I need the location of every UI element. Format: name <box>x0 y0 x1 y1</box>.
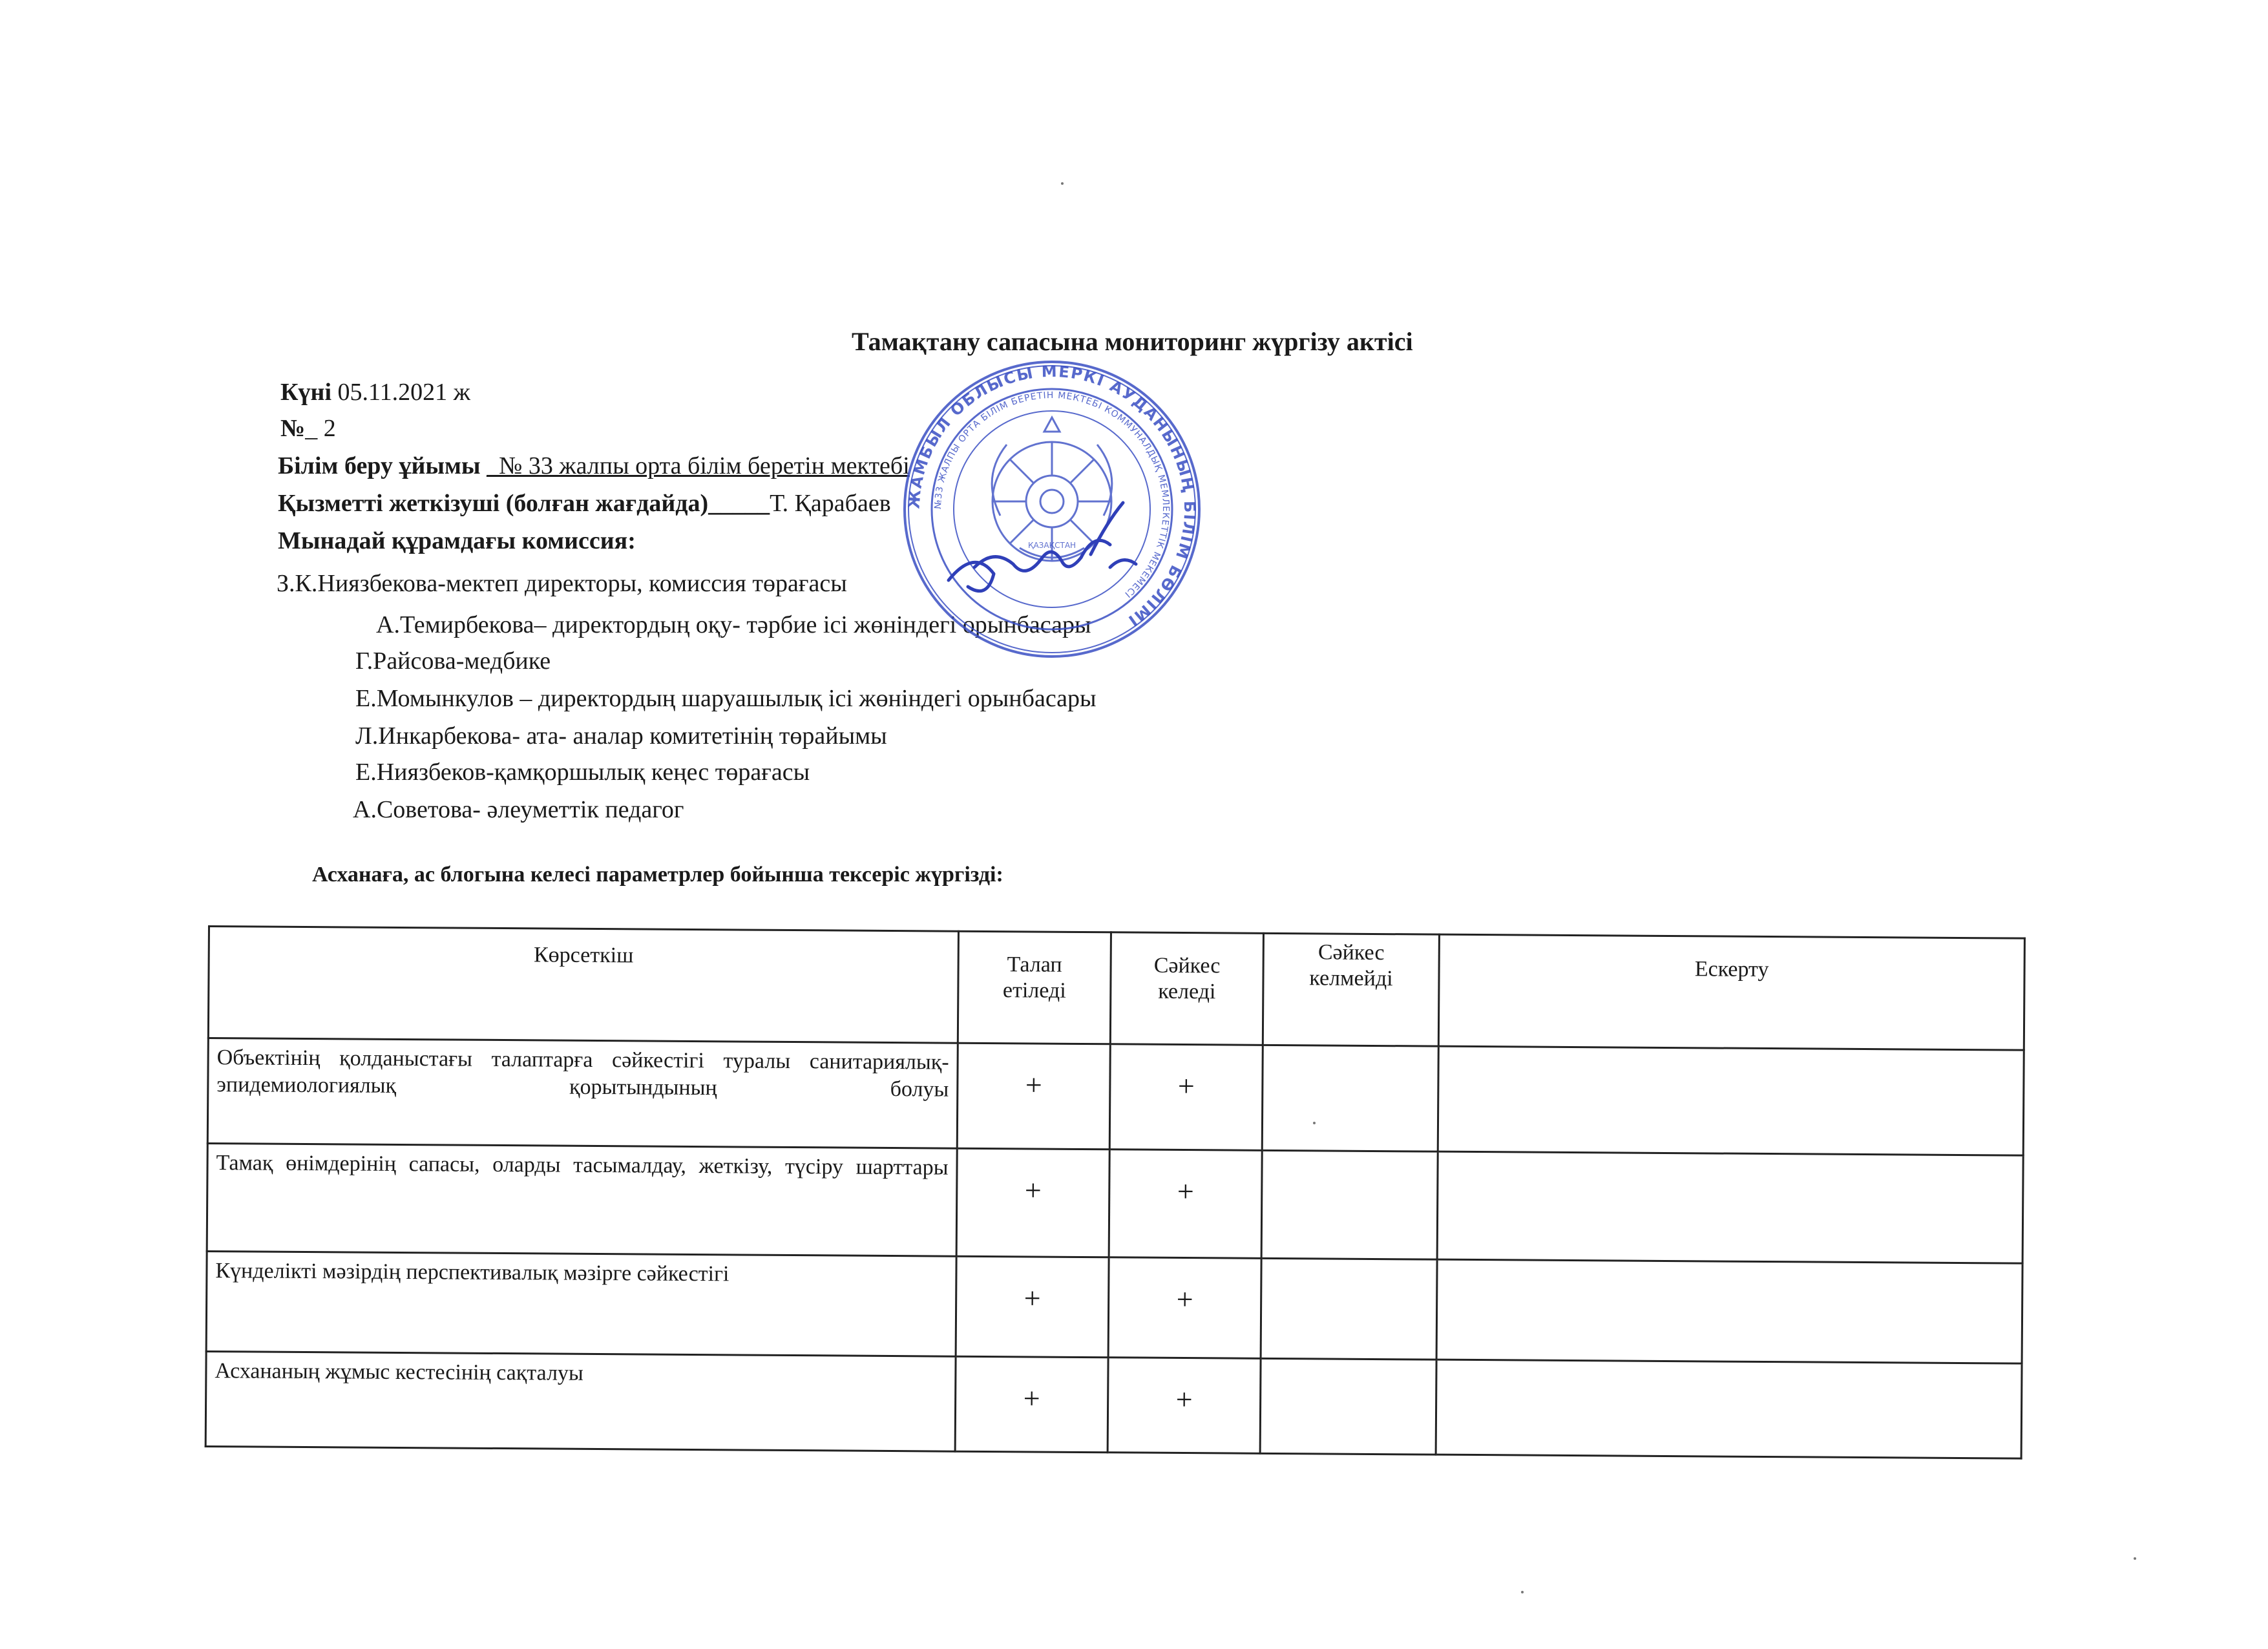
note-cell <box>1436 1259 2022 1363</box>
header-not-complies: Сәйкес келмейді <box>1263 933 1439 1046</box>
required-cell: + <box>956 1148 1109 1257</box>
table-header-row <box>208 927 2024 1051</box>
number-line <box>280 414 336 443</box>
scan-speck <box>1521 1591 1524 1593</box>
number-label: № <box>280 415 306 442</box>
supplier-line <box>278 488 891 518</box>
organization-label: Білім беру ұйымы <box>278 452 481 479</box>
complies-cell: + <box>1108 1358 1261 1454</box>
note-cell <box>1436 1360 2022 1458</box>
document-title: Тамақтану сапасына мониторинг жүргізу актісі <box>852 327 1413 356</box>
date-label: Күні <box>280 379 332 406</box>
note-cell <box>1438 1046 2024 1155</box>
table-row <box>207 1038 2024 1156</box>
required-cell: + <box>956 1256 1109 1358</box>
indicator-cell: Тамақ өнімдерінің сапасы, оларды тасымалдау, жеткізу, түсіру шарттары <box>207 1144 957 1257</box>
member-item: Е.Ниязбеков-қамқоршылық кеңес төрағасы <box>355 759 810 786</box>
scan-speck <box>2134 1557 2136 1560</box>
member-item: З.К.Ниязбекова-мектеп директоры, комиссия төрағасы <box>277 570 847 597</box>
not-complies-cell <box>1260 1358 1436 1455</box>
date-value: 05.11.2021 ж <box>337 379 470 406</box>
emblem-icon <box>992 417 1112 561</box>
table-row <box>206 1251 2022 1363</box>
table-row <box>205 1351 2022 1458</box>
check-intro: Асханаға, ас блогына келесі параметрлер бойынша тексеріс жүргізді: <box>312 863 1003 887</box>
organization-line <box>278 451 910 481</box>
monitoring-table <box>205 925 2024 1460</box>
organization-value: _№ 33 жалпы орта білім беретін мектебі <box>487 452 910 479</box>
official-stamp <box>897 354 1207 664</box>
complies-cell: + <box>1109 1150 1262 1259</box>
number-value: _ 2 <box>305 415 336 442</box>
stamp-outer-text: ЖАМБЫЛ ОБЛЫСЫ МЕРКІ АУДАНЫНЫҢ БІЛІМ БӨЛІМІ <box>905 362 1199 631</box>
note-cell <box>1437 1151 2023 1263</box>
complies-cell: + <box>1109 1044 1263 1151</box>
member-item: Г.Райсова-медбике <box>355 647 551 675</box>
member-item: А.Советова- әлеуметтік педагог <box>353 796 684 823</box>
not-complies-cell <box>1261 1150 1438 1259</box>
header-required: Талап етіледі <box>958 931 1111 1044</box>
member-item: А.Темирбекова– директордың оқу- тәрбие ісі жөніндегі орынбасары <box>376 611 1091 638</box>
header-complies: Сәйкес келеді <box>1110 932 1263 1045</box>
scan-speck <box>1061 182 1064 185</box>
stamp-center-text: ҚАЗАҚСТАН <box>1027 541 1076 550</box>
member-item: Е.Момынкулов – директордың шаруашылық ісі жөніндегі орынбасары <box>355 685 1097 712</box>
header-indicator: Көрсеткіш <box>208 927 958 1044</box>
not-complies-cell <box>1261 1258 1437 1360</box>
header-note: Ескерту <box>1438 934 2024 1050</box>
indicator-cell: Асхананың жұмыс кестесінің сақталуы <box>205 1351 956 1451</box>
indicator-cell: Объектінің қолданыстағы талаптарға сәйкестігі туралы санитариялық-эпидемиологиялық қорытындының болуы <box>207 1038 958 1149</box>
supplier-label: Қызметті жеткізуші (болған жағдайда) <box>278 490 709 517</box>
table-row <box>207 1144 2023 1264</box>
date-line <box>280 377 470 407</box>
required-cell: + <box>955 1356 1108 1453</box>
supplier-blank: _____ <box>708 490 770 517</box>
indicator-cell: Күнделікті мәзірдің перспективалық мәзірге сәйкестігі <box>206 1251 956 1356</box>
required-cell: + <box>957 1043 1110 1150</box>
supplier-value: Т. Қарабаев <box>770 490 891 517</box>
commission-label: Мынадай құрамдағы комиссия: <box>278 527 636 554</box>
complies-cell: + <box>1108 1257 1261 1359</box>
not-complies-cell <box>1262 1045 1438 1151</box>
stamp-graphic <box>897 354 1207 664</box>
stamp-middle-text: №33 ЖАЛПЫ ОРТА БІЛІМ БЕРЕТІН МЕКТЕБІ КОММУНАЛДЫҚ МЕМЛЕКЕТТІК МЕКЕМЕСІ <box>932 390 1171 600</box>
member-item: Л.Инкарбекова- ата- аналар комитетінің төрайымы <box>355 722 887 750</box>
scan-speck <box>1313 1122 1316 1124</box>
